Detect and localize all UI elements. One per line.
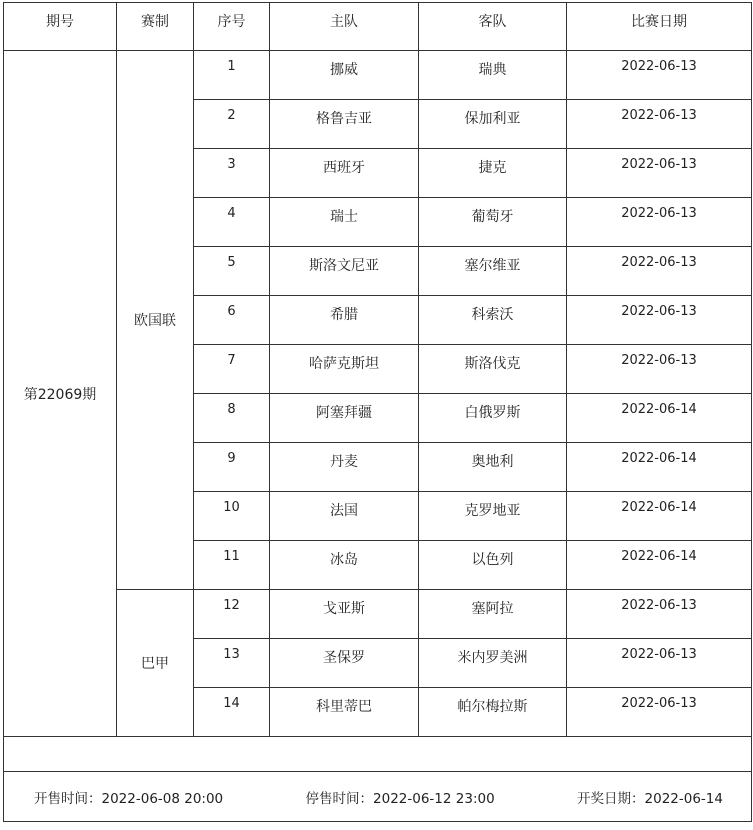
format-cell: 巴甲 [117, 590, 194, 737]
period-cell: 第22069期 [4, 51, 117, 737]
seq-cell: 7 [194, 345, 270, 394]
table-row [4, 51, 752, 100]
header-date: 比赛日期 [567, 3, 752, 51]
match-date-cell: 2022-06-14 [567, 541, 752, 590]
home-team-cell: 科里蒂巴 [270, 688, 419, 737]
seq-cell: 11 [194, 541, 270, 590]
away-team-cell: 保加利亚 [419, 100, 567, 149]
blank-row [4, 737, 752, 772]
home-team-cell: 丹麦 [270, 443, 419, 492]
header-home: 主队 [270, 3, 419, 51]
away-team-cell: 葡萄牙 [419, 198, 567, 247]
match-date-cell: 2022-06-13 [567, 198, 752, 247]
header-seq: 序号 [194, 3, 270, 51]
away-team-cell: 瑞典 [419, 51, 567, 100]
home-team-cell: 斯洛文尼亚 [270, 247, 419, 296]
seq-cell: 1 [194, 51, 270, 100]
away-team-cell: 克罗地亚 [419, 492, 567, 541]
home-team-cell: 戈亚斯 [270, 590, 419, 639]
match-schedule-table [3, 2, 752, 822]
seq-cell: 13 [194, 639, 270, 688]
footer-row [4, 772, 752, 822]
footer-cell [4, 772, 752, 822]
home-team-cell: 挪威 [270, 51, 419, 100]
away-team-cell: 塞阿拉 [419, 590, 567, 639]
seq-cell: 9 [194, 443, 270, 492]
home-team-cell: 格鲁吉亚 [270, 100, 419, 149]
away-team-cell: 米内罗美洲 [419, 639, 567, 688]
home-team-cell: 圣保罗 [270, 639, 419, 688]
seq-cell: 6 [194, 296, 270, 345]
header-period: 期号 [4, 3, 117, 51]
seq-cell: 3 [194, 149, 270, 198]
seq-cell: 5 [194, 247, 270, 296]
seq-cell: 4 [194, 198, 270, 247]
sale-stop-time: 停售时间：2022-06-12 23:00 [305, 790, 495, 807]
seq-cell: 2 [194, 100, 270, 149]
seq-cell: 8 [194, 394, 270, 443]
seq-cell: 10 [194, 492, 270, 541]
home-team-cell: 冰岛 [270, 541, 419, 590]
away-team-cell: 白俄罗斯 [419, 394, 567, 443]
home-team-cell: 哈萨克斯坦 [270, 345, 419, 394]
home-team-cell: 希腊 [270, 296, 419, 345]
match-date-cell: 2022-06-13 [567, 149, 752, 198]
away-team-cell: 捷克 [419, 149, 567, 198]
home-team-cell: 瑞士 [270, 198, 419, 247]
home-team-cell: 西班牙 [270, 149, 419, 198]
away-team-cell: 科索沃 [419, 296, 567, 345]
match-date-cell: 2022-06-13 [567, 51, 752, 100]
seq-cell: 14 [194, 688, 270, 737]
sale-start-time: 开售时间：2022-06-08 20:00 [34, 790, 224, 807]
match-date-cell: 2022-06-13 [567, 688, 752, 737]
format-cell: 欧国联 [117, 51, 194, 590]
match-date-cell: 2022-06-13 [567, 247, 752, 296]
away-team-cell: 塞尔维亚 [419, 247, 567, 296]
match-date-cell: 2022-06-14 [567, 394, 752, 443]
draw-date: 开奖日期：2022-06-14 [577, 790, 723, 807]
match-date-cell: 2022-06-13 [567, 345, 752, 394]
away-team-cell: 奥地利 [419, 443, 567, 492]
home-team-cell: 阿塞拜疆 [270, 394, 419, 443]
match-date-cell: 2022-06-14 [567, 492, 752, 541]
header-row [4, 3, 752, 51]
match-date-cell: 2022-06-13 [567, 590, 752, 639]
table-row [4, 590, 752, 639]
match-date-cell: 2022-06-13 [567, 296, 752, 345]
match-date-cell: 2022-06-13 [567, 100, 752, 149]
away-team-cell: 斯洛伐克 [419, 345, 567, 394]
blank-cell [4, 737, 752, 772]
header-away: 客队 [419, 3, 567, 51]
match-rows [4, 51, 752, 737]
match-date-cell: 2022-06-13 [567, 639, 752, 688]
seq-cell: 12 [194, 590, 270, 639]
home-team-cell: 法国 [270, 492, 419, 541]
away-team-cell: 帕尔梅拉斯 [419, 688, 567, 737]
away-team-cell: 以色列 [419, 541, 567, 590]
header-format: 赛制 [117, 3, 194, 51]
match-date-cell: 2022-06-14 [567, 443, 752, 492]
